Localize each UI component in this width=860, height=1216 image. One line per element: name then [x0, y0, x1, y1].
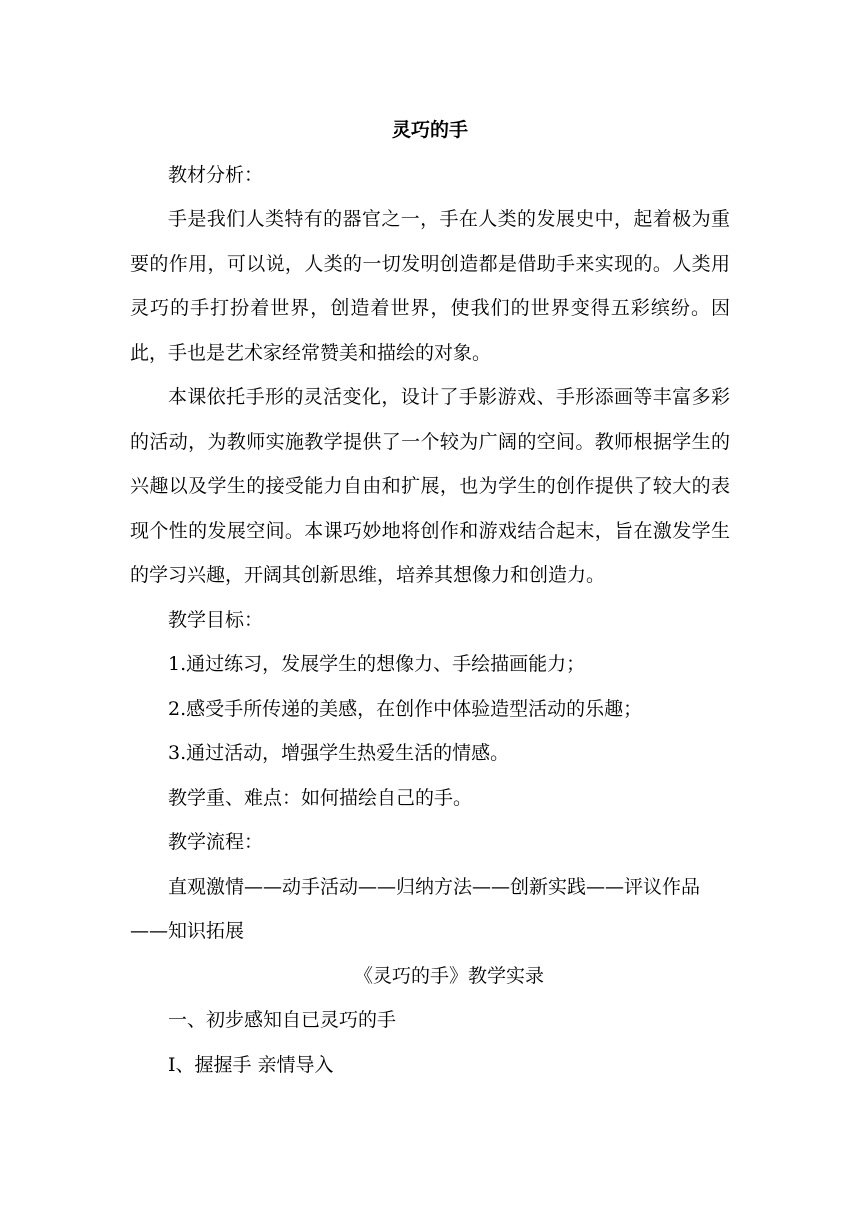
process-flow: 直观激情——动手活动——归纳方法——创新实践——评议作品——知识拓展 — [130, 875, 701, 942]
record-title: 《灵巧的手》教学实录 — [353, 964, 544, 987]
step-1-heading: I、握握手 亲情导入 — [168, 1053, 334, 1076]
goal-item-2: 2.感受手所传递的美感，在创作中体验造型活动的乐趣； — [168, 697, 643, 720]
document-body — [130, 108, 730, 1087]
part-1-heading: 一、初步感知自已灵巧的手 — [168, 1009, 397, 1031]
paragraph-2: 本课依托手形的灵活变化，设计了手影游戏、手形添画等丰富多彩的活动，为教师实施教学提供了一个较为广阔的空间。教师根据学生的兴趣以及学生的接受能力自由和扩展，也为学生的创作提供了较大的表现个性的发展空间。本课巧妙地将创作和游戏结合起末，旨在激发学生的学习兴趣，开阔其创新思维，培养其想像力和创造力。 — [130, 386, 730, 586]
paragraph-1: 手是我们人类特有的器官之一，手在人类的发展史中，起着极为重要的作用，可以说，人类的一切发明创造都是借助手来实现的。人类用灵巧的手打扮着世界，创造着世界，使我们的世界变得五彩缤纷。因此，手也是艺术家经常赞美和描绘的对象。 — [130, 208, 730, 364]
heading-process: 教学流程： — [168, 831, 264, 853]
document-title: 灵巧的手 — [391, 119, 468, 141]
key-points: 教学重、难点：如何描绘自己的手。 — [168, 786, 473, 809]
heading-goals: 教学目标： — [168, 608, 264, 631]
goal-item-3: 3.通过活动，增强学生热爱生活的情感。 — [168, 742, 510, 764]
goal-item-1: 1.通过练习，发展学生的想像力、手绘描画能力； — [168, 653, 586, 675]
heading-analysis: 教材分析： — [168, 163, 264, 186]
